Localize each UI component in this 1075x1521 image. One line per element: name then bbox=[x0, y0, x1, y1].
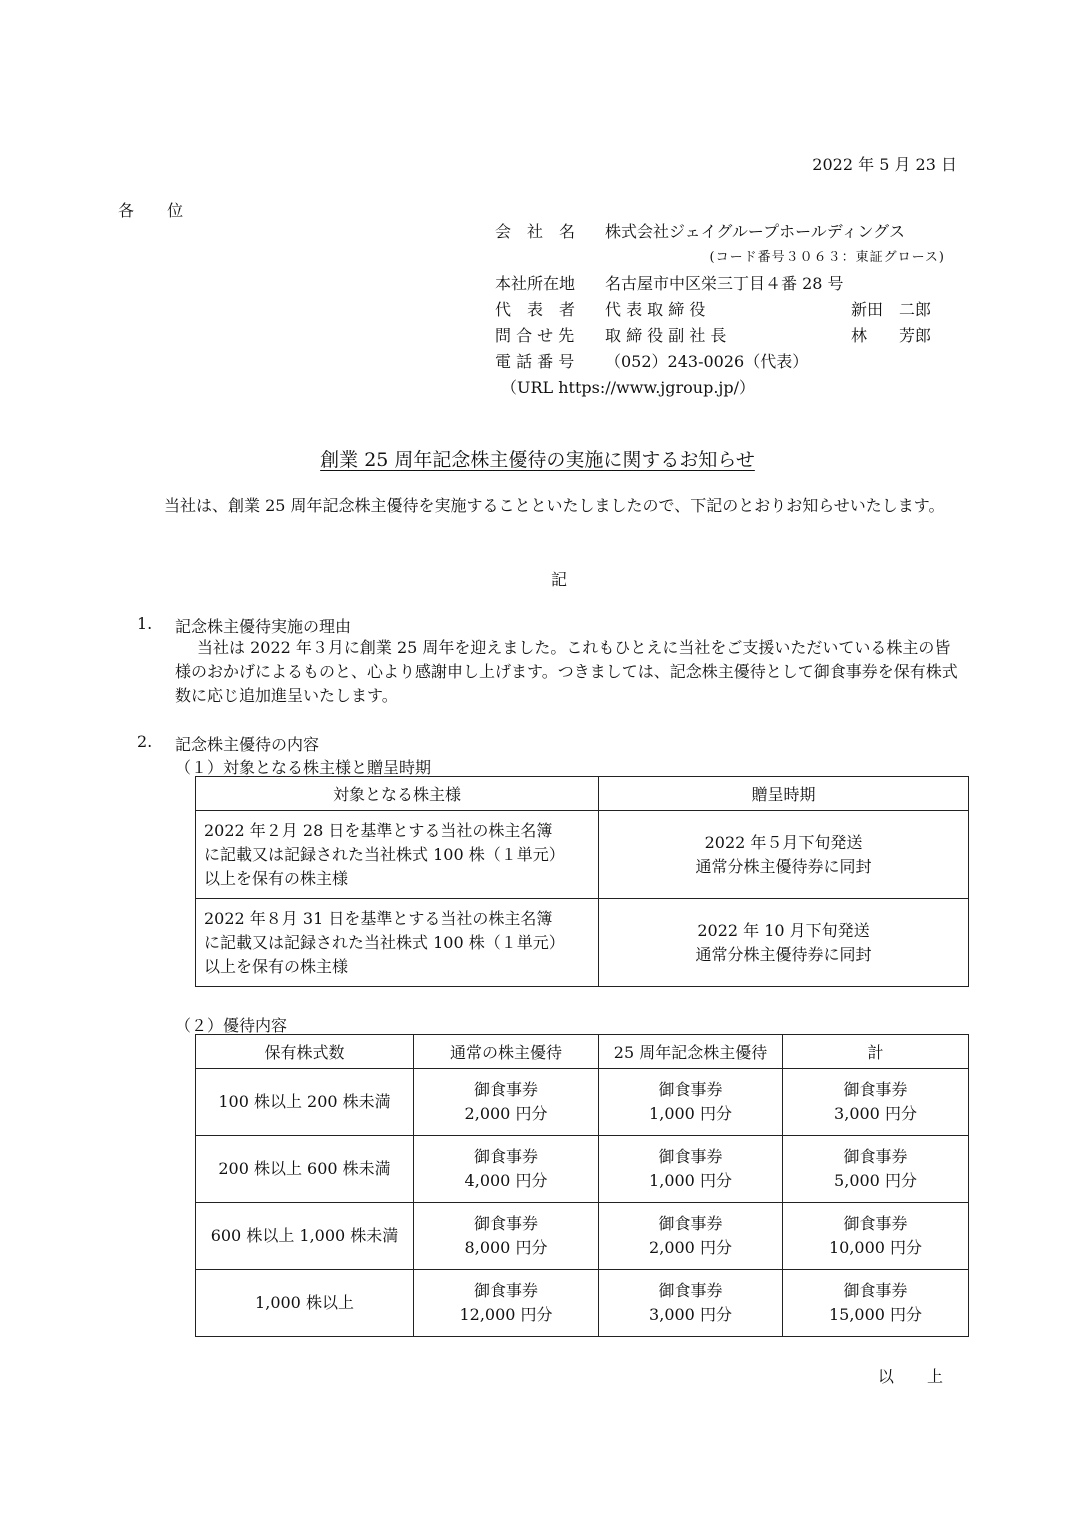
company-code: (コード番号３０６３：東証グロース) bbox=[709, 250, 945, 265]
cell-line: 2,000 円分 bbox=[464, 1104, 548, 1123]
table-row bbox=[196, 1069, 969, 1136]
cell-line: 御食事券 bbox=[658, 1214, 723, 1233]
total-benefit-cell bbox=[783, 1270, 969, 1337]
table-header: 通常の株主優待 bbox=[414, 1035, 599, 1069]
addressee: 各 位 bbox=[118, 201, 198, 220]
representative-row bbox=[495, 298, 955, 324]
cell-line: 御食事券 bbox=[473, 1281, 538, 1300]
table-header-row bbox=[196, 1035, 969, 1069]
closing-mark: 以 上 bbox=[877, 1367, 957, 1386]
company-address: 名古屋市中区栄三丁目４番 28 号 bbox=[605, 274, 844, 293]
cell-line: 御食事券 bbox=[843, 1147, 908, 1166]
cell-line: 3,000 円分 bbox=[649, 1305, 732, 1324]
section1-body: 当社は 2022 年３月に創業 25 周年を迎えました。これもひとえに当社をご支援いただいている株主の皆様のおかげによるものと、心より感謝申し上げます。つきましては、記念株主優待として御食事券を保有株式数に応じ追加進呈いたします。 bbox=[175, 638, 958, 705]
anniversary-benefit-cell bbox=[599, 1136, 783, 1203]
table-header: 保有株式数 bbox=[196, 1035, 414, 1069]
document-date: 2022 年 5 月 23 日 bbox=[812, 155, 957, 174]
table-header: 25 周年記念株主優待 bbox=[599, 1035, 783, 1069]
subsection2-title: （２）優待内容 bbox=[175, 1016, 288, 1035]
cell-line: 御食事券 bbox=[843, 1214, 908, 1233]
cell-line: 10,000 円分 bbox=[828, 1238, 923, 1257]
section1-number: 1. bbox=[137, 614, 153, 633]
cell-line: 御食事券 bbox=[473, 1080, 538, 1099]
representative-title: 代 表 取 締 役 bbox=[605, 300, 706, 319]
table-header-row bbox=[196, 777, 969, 811]
cell-line: 2,000 円分 bbox=[649, 1238, 732, 1257]
normal-benefit-cell bbox=[414, 1069, 599, 1136]
cell-line: 御食事券 bbox=[658, 1281, 723, 1300]
table-row bbox=[196, 1203, 969, 1270]
cell-line: に記載又は記録された当社株式 100 株（１単元） bbox=[204, 932, 565, 952]
cell-line: 5,000 円分 bbox=[834, 1171, 917, 1190]
section2-title: 記念株主優待の内容 bbox=[175, 735, 320, 754]
shares-cell: 600 株以上 1,000 株未満 bbox=[196, 1203, 414, 1270]
document-title: 創業 25 周年記念株主優待の実施に関するお知らせ bbox=[320, 449, 755, 471]
cell-line: に記載又は記録された当社株式 100 株（１単元） bbox=[204, 844, 565, 864]
cell-line: 以上を保有の株主様 bbox=[204, 956, 349, 976]
cell-line: 1,000 円分 bbox=[649, 1104, 732, 1123]
cell-line: 通常分株主優待券に同封 bbox=[695, 856, 872, 876]
table-header: 計 bbox=[783, 1035, 969, 1069]
normal-benefit-cell bbox=[414, 1203, 599, 1270]
table-row bbox=[196, 1270, 969, 1337]
company-address-row bbox=[495, 272, 955, 298]
anniversary-benefit-cell bbox=[599, 1203, 783, 1270]
normal-benefit-cell bbox=[414, 1270, 599, 1337]
cell-line: 御食事券 bbox=[843, 1281, 908, 1300]
anniversary-benefit-cell bbox=[599, 1270, 783, 1337]
company-address-label: 本社所在地 bbox=[495, 274, 576, 293]
section2-number: 2. bbox=[137, 732, 153, 751]
cell-line: 2022 年８月 31 日を基準とする当社の株主名簿 bbox=[204, 908, 553, 928]
cell-line: 8,000 円分 bbox=[464, 1238, 548, 1257]
representative-label: 代 表 者 bbox=[495, 300, 576, 319]
company-name: 株式会社ジェイグループホールディングス bbox=[605, 222, 906, 241]
contact-title: 取 締 役 副 社 長 bbox=[605, 326, 727, 345]
phone-row bbox=[495, 350, 955, 376]
cell-line: 以上を保有の株主様 bbox=[204, 868, 349, 888]
shares-cell: 100 株以上 200 株未満 bbox=[196, 1069, 414, 1136]
table-row bbox=[196, 899, 969, 987]
representative-name: 新田 二郎 bbox=[851, 300, 932, 319]
cell-line: 4,000 円分 bbox=[464, 1171, 548, 1190]
shares-cell: 200 株以上 600 株未満 bbox=[196, 1136, 414, 1203]
timing-cell bbox=[599, 899, 969, 987]
cell-line: 御食事券 bbox=[658, 1147, 723, 1166]
cell-line: 御食事券 bbox=[473, 1214, 538, 1233]
cell-line: 15,000 円分 bbox=[828, 1305, 923, 1324]
target-cell bbox=[196, 811, 599, 899]
table-header: 対象となる株主様 bbox=[196, 777, 599, 811]
shares-cell: 1,000 株以上 bbox=[196, 1270, 414, 1337]
intro-paragraph: 当社は、創業 25 周年記念株主優待を実施することといたしましたので、下記のとおりお知らせいたします。 bbox=[164, 496, 945, 515]
company-name-label: 会 社 名 bbox=[495, 222, 576, 241]
cell-line: 3,000 円分 bbox=[834, 1104, 917, 1123]
cell-line: 御食事券 bbox=[473, 1147, 538, 1166]
cell-line: 御食事券 bbox=[658, 1080, 723, 1099]
table-row bbox=[196, 1136, 969, 1203]
cell-line: 12,000 円分 bbox=[459, 1305, 553, 1324]
company-name-row bbox=[495, 220, 955, 246]
cell-line: 2022 年 10 月下旬発送 bbox=[697, 920, 870, 940]
contact-row bbox=[495, 324, 955, 350]
cell-line: 通常分株主優待券に同封 bbox=[695, 944, 872, 964]
company-url[interactable]: （URL https://www.jgroup.jp/） bbox=[501, 378, 756, 397]
section1-title: 記念株主優待実施の理由 bbox=[175, 617, 352, 636]
url-row bbox=[495, 376, 955, 402]
contact-label: 問 合 せ 先 bbox=[495, 326, 575, 345]
benefits-table bbox=[195, 1034, 969, 1337]
phone-number: （052）243-0026（代表） bbox=[605, 352, 809, 371]
timing-cell bbox=[599, 811, 969, 899]
company-code-row bbox=[495, 246, 955, 272]
target-shareholders-table bbox=[195, 776, 969, 987]
cell-line: 御食事券 bbox=[843, 1080, 908, 1099]
total-benefit-cell bbox=[783, 1203, 969, 1270]
ki-heading: 記 bbox=[550, 570, 567, 589]
phone-label: 電 話 番 号 bbox=[495, 352, 575, 371]
contact-name: 林 芳郎 bbox=[851, 326, 932, 345]
cell-line: 1,000 円分 bbox=[649, 1171, 732, 1190]
table-header: 贈呈時期 bbox=[599, 777, 969, 811]
total-benefit-cell bbox=[783, 1069, 969, 1136]
company-info bbox=[495, 220, 955, 402]
table-row bbox=[196, 811, 969, 899]
cell-line: 2022 年５月下旬発送 bbox=[704, 832, 863, 852]
cell-line: 2022 年２月 28 日を基準とする当社の株主名簿 bbox=[204, 820, 553, 840]
normal-benefit-cell bbox=[414, 1136, 599, 1203]
target-cell bbox=[196, 899, 599, 987]
subsection1-title: （１）対象となる株主様と贈呈時期 bbox=[175, 758, 432, 777]
total-benefit-cell bbox=[783, 1136, 969, 1203]
anniversary-benefit-cell bbox=[599, 1069, 783, 1136]
